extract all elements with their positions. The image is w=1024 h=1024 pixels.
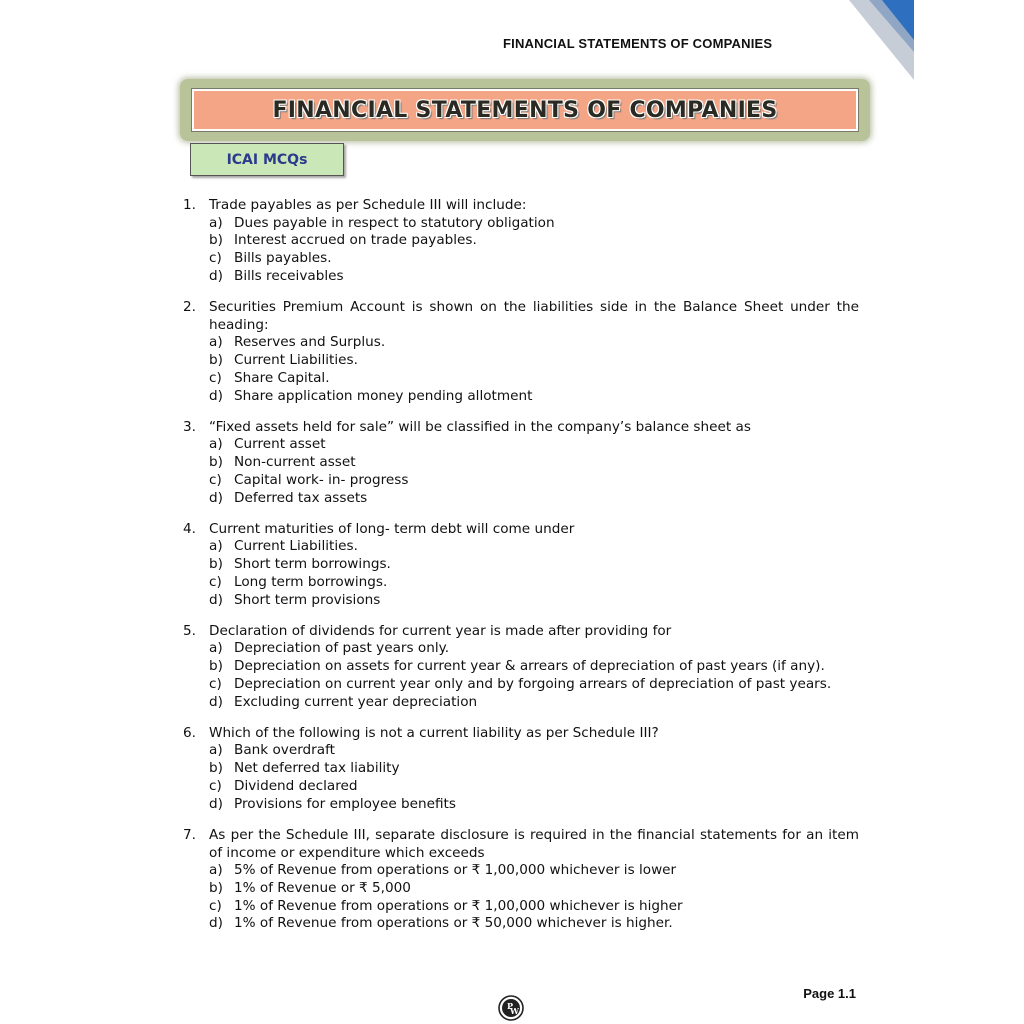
- option-label: d): [209, 795, 223, 812]
- chapter-title-box: [192, 89, 858, 131]
- option-label: c): [209, 897, 222, 914]
- option-text: Depreciation on current year only and by forgoing arrears of depreciation of past years.: [234, 675, 832, 692]
- answer-option: [183, 778, 859, 796]
- option-label: c): [209, 250, 222, 267]
- answer-option: [183, 334, 859, 352]
- option-label: c): [209, 369, 222, 386]
- answer-option: [183, 472, 859, 490]
- section-tag-label: ICAI MCQs: [226, 151, 308, 168]
- question-stem: [183, 419, 859, 437]
- svg-text:P: P: [507, 1001, 514, 1011]
- answer-option: [183, 640, 859, 658]
- option-text: 1% of Revenue from operations or ₹ 50,000 whichever is higher.: [234, 915, 673, 932]
- option-text: Share Capital.: [234, 369, 330, 386]
- question-number: 4.: [183, 520, 196, 537]
- question-stem: [183, 521, 859, 539]
- page-number: Page 1.1: [803, 986, 856, 1001]
- option-label: a): [209, 538, 223, 555]
- option-label: a): [209, 334, 223, 351]
- answer-option: [183, 556, 859, 574]
- answer-option: [183, 676, 859, 694]
- question-number: 5.: [183, 622, 196, 639]
- question-text: Trade payables as per Schedule III will include:: [209, 197, 527, 213]
- answer-option: [183, 742, 859, 760]
- answer-option: [183, 796, 859, 814]
- answer-option: [183, 215, 859, 233]
- option-text: Capital work- in- progress: [234, 471, 409, 488]
- option-text: 5% of Revenue from operations or ₹ 1,00,000 whichever is lower: [234, 862, 677, 879]
- answer-option: [183, 250, 859, 268]
- option-text: 1% of Revenue or ₹ 5,000: [234, 879, 411, 896]
- answer-option: [183, 694, 859, 712]
- option-label: a): [209, 436, 223, 453]
- question-item: [183, 725, 859, 814]
- answer-option: [183, 862, 859, 880]
- option-text: Bank overdraft: [234, 742, 335, 759]
- option-text: Dividend declared: [234, 777, 358, 794]
- option-label: b): [209, 232, 223, 249]
- option-label: a): [209, 862, 223, 879]
- question-item: [183, 197, 859, 286]
- option-label: b): [209, 556, 223, 573]
- option-text: Provisions for employee benefits: [234, 795, 456, 812]
- question-item: [183, 299, 859, 405]
- question-number: 2.: [183, 299, 196, 316]
- question-text: “Fixed assets held for sale” will be classified in the company’s balance sheet as: [209, 418, 751, 435]
- question-stem: [183, 299, 859, 334]
- option-label: d): [209, 693, 223, 710]
- question-stem: [183, 623, 859, 641]
- question-stem: [183, 197, 859, 215]
- question-item: [183, 827, 859, 933]
- question-item: [183, 419, 859, 508]
- option-text: Depreciation of past years only.: [234, 640, 450, 657]
- answer-option: [183, 538, 859, 556]
- option-label: d): [209, 915, 223, 932]
- option-text: Long term borrowings.: [234, 573, 388, 590]
- question-text: As per the Schedule III, separate disclosure is required in the financial statements for an item of income or expenditure which exceeds: [209, 826, 859, 861]
- option-label: a): [209, 742, 223, 759]
- option-label: c): [209, 777, 222, 794]
- answer-option: [183, 454, 859, 472]
- question-text: Securities Premium Account is shown on the liabilities side in the Balance Sheet under the heading:: [209, 299, 859, 333]
- option-text: Current Liabilities.: [234, 352, 358, 369]
- option-text: Interest accrued on trade payables.: [234, 232, 477, 249]
- question-text: Which of the following is not a current liability as per Schedule III?: [209, 724, 659, 741]
- question-number: 7.: [183, 826, 196, 843]
- pw-logo-icon: [498, 995, 524, 1021]
- section-tag: [190, 143, 344, 176]
- answer-option: [183, 898, 859, 916]
- question-item: [183, 623, 859, 712]
- question-stem: [183, 827, 859, 862]
- question-text: Current maturities of long- term debt will come under: [209, 520, 575, 537]
- answer-option: [183, 436, 859, 454]
- option-label: d): [209, 489, 223, 506]
- option-text: Net deferred tax liability: [234, 760, 400, 777]
- option-text: Deferred tax assets: [234, 489, 368, 506]
- option-text: Bills receivables: [234, 267, 344, 284]
- question-number: 6.: [183, 724, 196, 741]
- option-text: 1% of Revenue from operations or ₹ 1,00,000 whichever is higher: [234, 897, 683, 914]
- svg-text:W: W: [510, 1006, 519, 1016]
- answer-option: [183, 490, 859, 508]
- answer-option: [183, 388, 859, 406]
- option-label: c): [209, 573, 222, 590]
- answer-option: [183, 268, 859, 286]
- option-text: Current Liabilities.: [234, 538, 358, 555]
- option-label: d): [209, 591, 223, 608]
- chapter-title-banner: [180, 79, 870, 141]
- answer-option: [183, 232, 859, 250]
- question-item: [183, 521, 859, 610]
- answer-option: [183, 574, 859, 592]
- question-number: 1.: [183, 197, 196, 213]
- answer-option: [183, 370, 859, 388]
- answer-option: [183, 352, 859, 370]
- option-label: d): [209, 267, 223, 284]
- option-text: Short term borrowings.: [234, 556, 391, 573]
- option-label: b): [209, 879, 223, 896]
- option-label: c): [209, 471, 222, 488]
- option-text: Dues payable in respect to statutory obligation: [234, 214, 555, 231]
- option-text: Excluding current year depreciation: [234, 693, 478, 710]
- answer-option: [183, 658, 859, 676]
- option-label: a): [209, 214, 223, 231]
- question-list: [183, 197, 859, 947]
- answer-option: [183, 880, 859, 898]
- option-text: Depreciation on assets for current year & arrears of depreciation of past years (if any).: [234, 658, 825, 675]
- option-text: Bills payables.: [234, 250, 332, 267]
- running-header: FINANCIAL STATEMENTS OF COMPANIES: [503, 36, 773, 51]
- option-text: Reserves and Surplus.: [234, 334, 386, 351]
- answer-option: [183, 915, 859, 933]
- chapter-title: FINANCIAL STATEMENTS OF COMPANIES: [272, 97, 778, 123]
- option-text: Non-current asset: [234, 454, 356, 471]
- question-text: Declaration of dividends for current year is made after providing for: [209, 622, 672, 639]
- answer-option: [183, 592, 859, 610]
- question-stem: [183, 725, 859, 743]
- option-label: b): [209, 760, 223, 777]
- option-label: d): [209, 387, 223, 404]
- option-label: c): [209, 675, 222, 692]
- question-number: 3.: [183, 418, 196, 435]
- answer-option: [183, 760, 859, 778]
- option-text: Share application money pending allotment: [234, 387, 533, 404]
- option-label: b): [209, 454, 223, 471]
- option-text: Current asset: [234, 436, 326, 453]
- corner-decoration-icon: [824, 0, 914, 80]
- option-label: b): [209, 658, 223, 675]
- option-text: Short term provisions: [234, 591, 381, 608]
- option-label: a): [209, 640, 223, 657]
- option-label: b): [209, 352, 223, 369]
